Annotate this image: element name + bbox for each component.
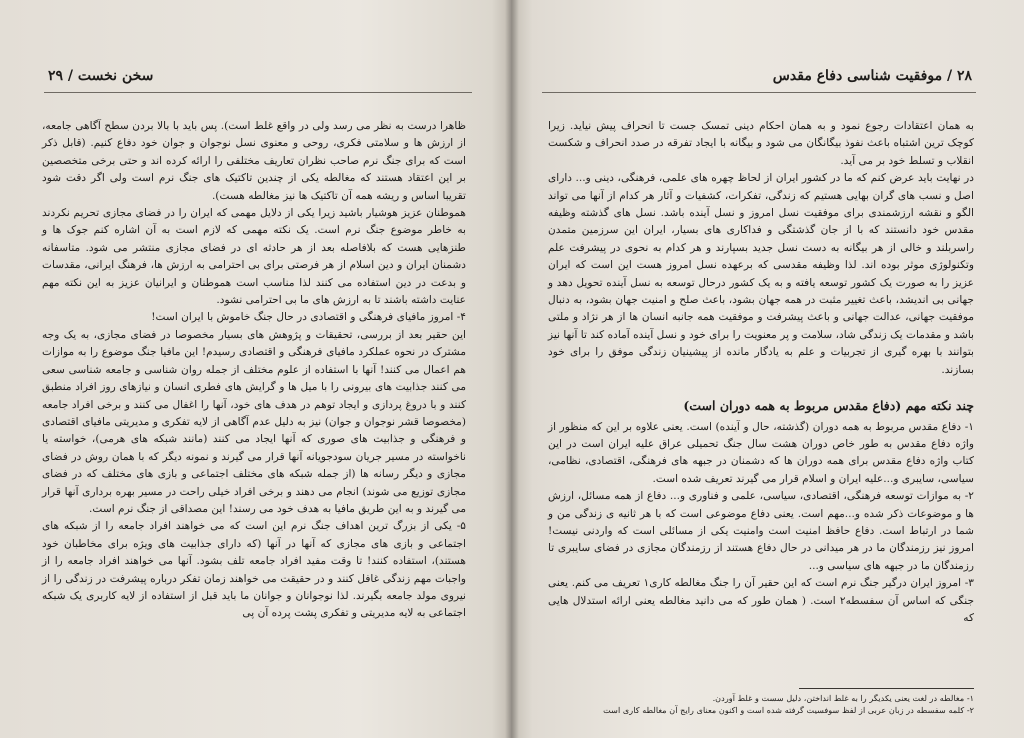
book-gutter-shadow bbox=[505, 0, 519, 738]
paragraph: ۵- یکی از بزرگ ترین اهداف جنگ نرم این است که می خواهند افراد جامعه را از شبکه های اجتماعی و بازی های مجازی که آنها در آنها (که دارای جذابیت های ویژه برای مخاطبان خود هستند)، استفاده کنند! تا وقت مفید افراد جامعه تلف بشود. آنها می خواهند افراد جامعه را از واجبات مهم زندگی غافل کنند و در حقیقت می خواهند زمان تفکر درباره پیشرفت در زندگی را از نیروی مولد جامعه بگیرند. لذا نوجوانان و جوانان ما باید قبل از استفاده از لایه کاربری یک شبکه اجتماعی به لایه مدیریتی و تفکری پشت پرده آن پی bbox=[42, 520, 466, 620]
left-header-rule bbox=[44, 92, 472, 93]
left-running-head: سخن نخست / ۲۹ bbox=[48, 68, 154, 84]
right-body-text bbox=[548, 118, 974, 627]
paragraph: این حقیر بعد از بررسی، تحقیقات و پژوهش های بسیار مخصوصا در فضای مجازی، به یک وجه مشترک در نحوه عملکرد مافیای فرهنگی و اقتصادی رسیدم! این مافیا جنگ موضوع را به موازات هم اعمال می کنند! آنها با استفاده از علوم مختلف از جمله روان شناسی و جامعه شناسی سعی می کنند جذابیت های بیرونی را با میل ها و گرایش های فطری انسان و نیازهای روز افراد منطبق کنند و با دروغ پردازی و ایجاد توهم در هدف های خود، آنها را اغفال می کنند و برخی افراد جامعه (مخصوصا قشر نوجوان و جوان) نیز به دلیل عدم آگاهی از لایه تفکری و مدیریتی مافیای اقتصادی و فرهنگی و جذابیت های صوری که آنها ایجاد می کنند (مانند شبکه های هرمی)، خواسته یا ناخواسته در مسیر جریان سودجویانه آنها قرار می گیرند و نمونه دیگر که با همان روش در فضای مجازی و دیگر رسانه ها (از جمله شبکه های مختلف اجتماعی و بازی های مختلف که در فضای مجازی توزیع می شوند) انجام می دهند و برخی افراد خیلی راحت در مسیر بهره برداری آنها قرار می گیرند و به این طریق مافیا به هدف خود می رسند! این مصداقی از جنگ نرم است. bbox=[42, 328, 466, 515]
paragraph: ۲- به موازات توسعه فرهنگی، اقتصادی، سیاسی، علمی و فناوری و... دفاع از همه مسائل، ارزش ها و موضوعات ذکر شده و...مهم است. یعنی دفاع موضوعی است که با هر ثانیه ی زندگی من و شما در ارتباط است. دفاع حافظ امنیت است وامنیت یکی از مسائلی است که واردنی نیست! امروز نیز رزمندگان ما در هر میدانی در حال دفاع هستند از رزمندگان مجازی در فضای سایبری تا رزمندگان ما در جبهه های سیاسی و... bbox=[548, 490, 974, 572]
paragraph: ۴- امروز مافیای فرهنگی و اقتصادی در حال جنگ خاموش با ایران است! bbox=[151, 311, 466, 324]
right-header-rule bbox=[542, 92, 976, 93]
section-heading: چند نکته مهم (دفاع مقدس مربوط به همه دوران است) bbox=[683, 398, 974, 414]
left-body-text bbox=[42, 118, 466, 623]
footnote: ۱- مغالطه در لغت یعنی یکدیگر را به غلط انداختن، دلیل سست و غلط آوردن. bbox=[712, 693, 974, 703]
right-page bbox=[512, 0, 1024, 738]
footnote: ۲- کلمه سفسطه در زبان عربی از لفظ سوفسیت گرفته شده است و اکنون معنای رایج آن مغالطه کاری است bbox=[603, 705, 974, 715]
paragraph: ۱- دفاع مقدس مربوط به همه دوران (گذشته، حال و آینده) است. یعنی علاوه بر این که منظور از واژه دفاع مقدس به طور خاص دوران هشت سال جنگ تحمیلی عراق علیه ایران است در این کتاب واژه دفاع مقدس برای همه دوران ها که دشمنان در جبهه های فرهنگی، اقتصادی، نظامی، سیاسی، سایبری و...علیه ایران و اسلام قرار می گیرند تعریف شده است. bbox=[548, 420, 974, 485]
footnote-rule bbox=[799, 688, 974, 689]
paragraph: هموطنان عزیز هوشیار باشید زیرا یکی از دلایل مهمی که ایران را در فضای مجازی تحریم نکردند به خاطر موضوع جنگ نرم است. یک نکته مهمی که لازم است به آن اشاره کنم جوک ها و طنزهایی هست که بلافاصله بعد از هر حادثه ای در فضای مجازی منتشر می شود. متاسفانه دشمنان ایران و دین اسلام از هر فرصتی برای بی احترامی به ارزش ها، فرهنگ ایرانی، مقدسات و بدعت در دین استفاده می کنند لذا مناسب است هموطنان و ایرانیان عزیز به این نکته مهم عنایت داشته باشند تا به ارزش های ما بی احترامی نشود. bbox=[42, 207, 466, 307]
footnotes bbox=[548, 692, 974, 716]
paragraph: ظاهرا درست به نظر می رسد ولی در واقع غلط است). پس باید با بالا بردن سطح آگاهی جامعه، از ارزش ها و سلامتی فکری، روحی و معنوی نسل نوجوان و جوان خود دفاع کنیم. (قابل ذکر است که برای جنگ نرم صاحب نظران تعاریف مختلفی را ارائه کرده اند و حتی برخی متخصصین بر این اعتقاد هستند که مغالطه یکی از چندین تاکتیک های جنگ نرم است ولی اگر دقت شود تقریبا اساس و ریشه همه آن تاکتیک ها نیز مغالطه هست). bbox=[42, 120, 466, 202]
paragraph: به همان اعتقادات رجوع نمود و به همان احکام دینی تمسک جست تا انحراف پیش نیاید. زیرا کوچک ترین اشتباه باعث نفوذ بیگانگان می شود و بیگانه با ایجاد تفرقه در صدد انحراف و شکست انقلاب و تسلط خود بر می آید. bbox=[548, 120, 974, 167]
paragraph: ۳- امروز ایران درگیر جنگ نرم است که این حقیر آن را جنگ مغالطه کاری۱ تعریف می کنم. یعنی جنگی که اساس آن سفسطه۲ است. ( همان طور که می دانید مغالطه یعنی ارائه استدلال هایی که bbox=[548, 577, 974, 624]
paragraph: در نهایت باید عرض کنم که ما در کشور ایران از لحاظ چهره های علمی، فرهنگی، دینی و... دارای اصل و نسب های گران بهایی هستیم که زندگی، تفکرات، کشفیات و آثار هر کدام از آنها می تواند الگو و نقشه ارزشمندی برای موفقیت نسل امروز و نسل آینده باشد. نسل های گذشته وظیفه مقدس خود دانستند که با از جان گذشتگی و فداکاری های بسیار، ایران این سرزمین متمدن راسربلند و خالی از هر بیگانه به دست نسل جدید بسپارند و هر کدام به نحوی در پیشرفت علم وتکنولوژی موثر بوده اند. لذا وظیفه مقدسی که برعهده نسل امروز هست این است که ایران عزیز را به صورت یک کشور توسعه یافته و به یک کشور درحال توسعه به نسل آینده تحویل دهد و جهانی بی اندیشد، باعث تغییر مثبت در همه جهان بشود، باعث صلح و امنیت جهان بشود، به دنبال موفقیت جهانی، عدالت جهانی و باعث پیشرفت و موفقیت همه جانبه انسان ها از هر نژاد و ملتی باشد و مقدمات یک زندگی شاد، سلامت و پر معنویت را برای خود و نسل آینده آماده کند تا آنها نیز بتوانند با بهره گیری از تجربیات و علم به یادگار مانده از پیشینیان زندگی موفق را برای خود بسازند. bbox=[548, 172, 974, 376]
right-running-head: ۲۸ / موفقیت شناسی دفاع مقدس bbox=[772, 68, 972, 84]
